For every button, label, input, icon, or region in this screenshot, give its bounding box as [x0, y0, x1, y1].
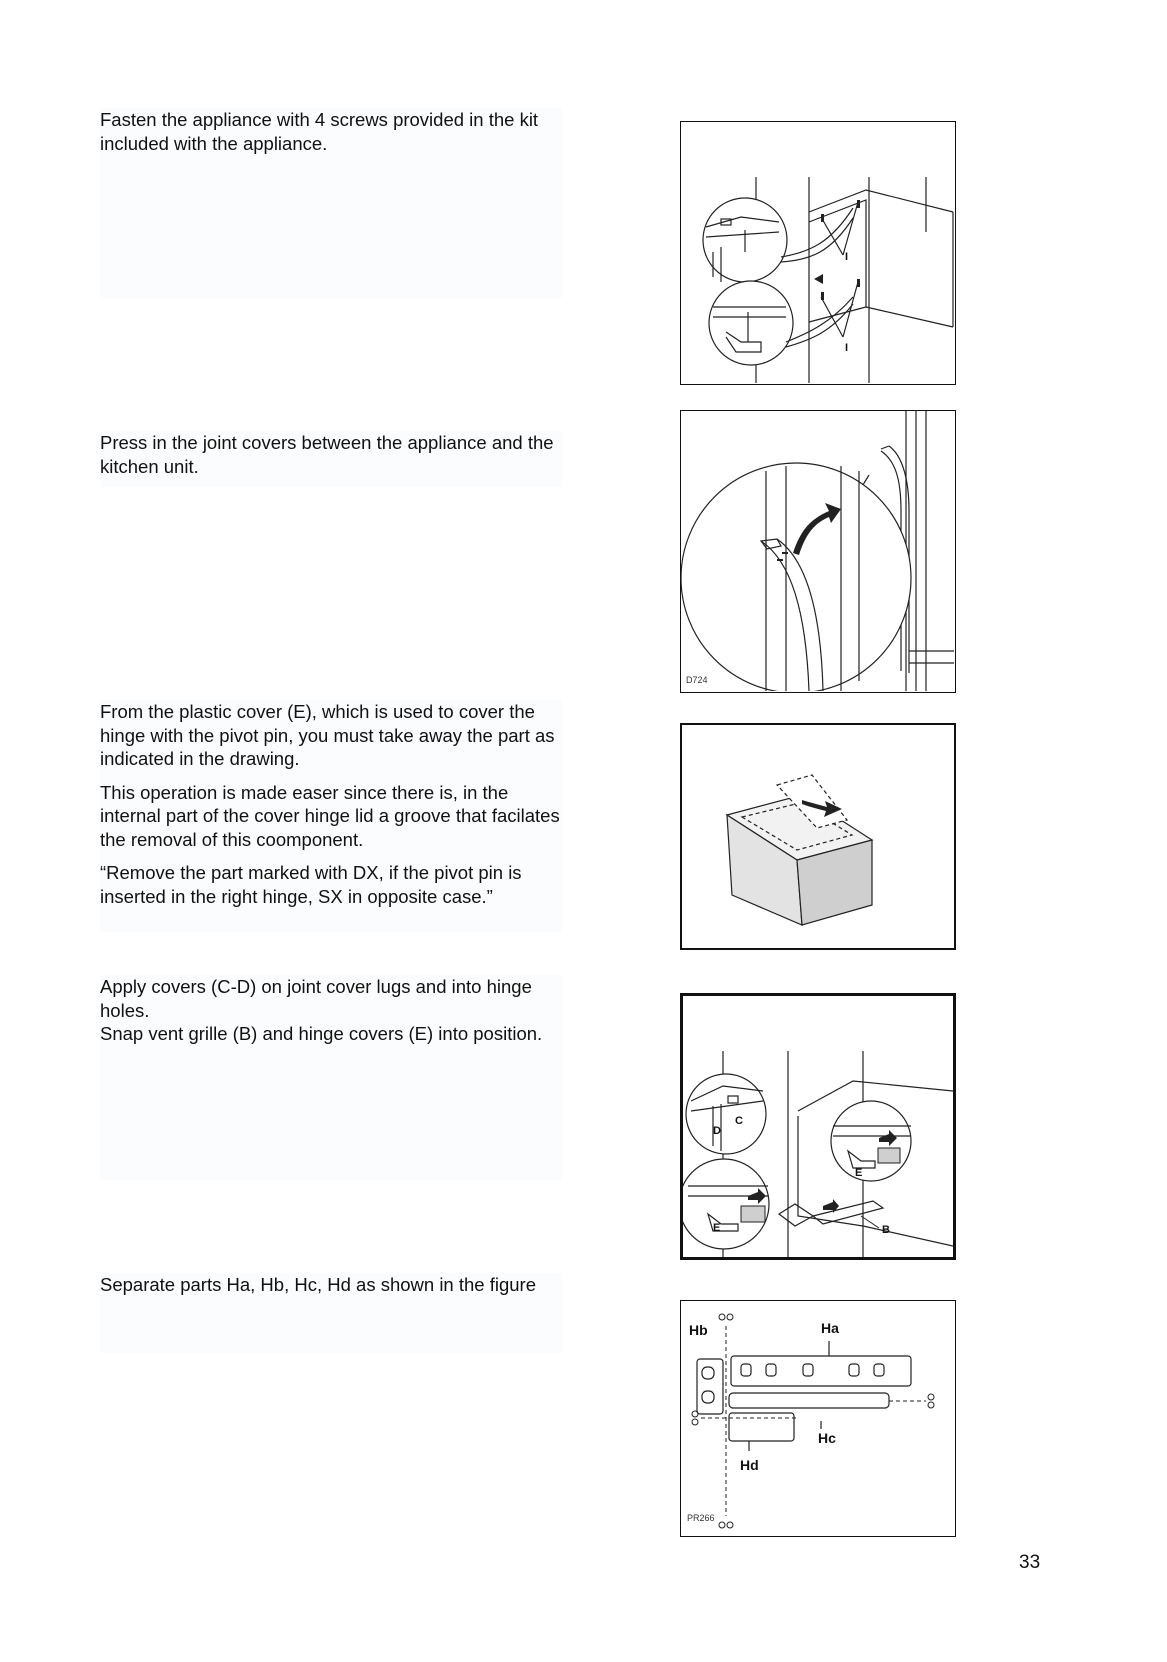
figure-covers-grille: [680, 993, 956, 1260]
separate-parts-drawing: [681, 1301, 954, 1535]
covers-grille-drawing: [683, 996, 953, 1257]
instruction-block-2: [100, 431, 562, 487]
plastic-cover-drawing: [682, 725, 954, 948]
page-number: 33: [1019, 1552, 1041, 1573]
label-i: I: [845, 342, 849, 354]
label-hd: Hd: [740, 1457, 759, 1473]
figure-separate-parts: [680, 1300, 956, 1537]
paragraph: From the plastic cover (E), which is used to cover the hinge with the pivot pin, you must take away the part as indicated in the drawing.: [100, 701, 555, 769]
figure-code: PR266: [687, 1513, 715, 1523]
joint-covers-drawing: [681, 411, 954, 691]
paragraph: Apply covers (C-D) on joint cover lugs and into hinge holes.: [100, 976, 532, 1021]
paragraph: “Remove the part marked with DX, if the pivot pin is inserted in the right hinge, SX in opposite case.”: [100, 862, 522, 907]
label-b: B: [882, 1224, 890, 1236]
label-hc: Hc: [818, 1430, 836, 1446]
label-c: C: [735, 1115, 743, 1127]
label-hb: Hb: [689, 1322, 708, 1338]
instruction-block-1: [100, 108, 562, 298]
label-ha: Ha: [821, 1320, 839, 1336]
screw-fastening-drawing: [681, 122, 954, 383]
instruction-block-3: [100, 700, 562, 932]
figure-joint-covers: [680, 410, 956, 693]
figure-screw-fastening: [680, 121, 956, 385]
figure-code: D724: [686, 675, 708, 685]
paragraph: Press in the joint covers between the appliance and the kitchen unit.: [100, 432, 554, 477]
paragraph: Snap vent grille (B) and hinge covers (E) into position.: [100, 1023, 543, 1044]
paragraph: This operation is made easer since there is, in the internal part of the cover hinge lid a groove that facilates the removal of this coomponent.: [100, 781, 560, 850]
instruction-block-5: [100, 1273, 562, 1353]
label-i: I: [845, 251, 849, 263]
paragraph: Separate parts Ha, Hb, Hc, Hd as shown in the figure: [100, 1274, 536, 1295]
paragraph: Fasten the appliance with 4 screws provided in the kit included with the appliance.: [100, 109, 539, 154]
figure-plastic-cover: [680, 723, 956, 950]
label-e: E: [855, 1167, 863, 1179]
label-d: D: [713, 1125, 721, 1137]
label-e: E: [713, 1222, 721, 1234]
instruction-block-4: [100, 975, 562, 1180]
